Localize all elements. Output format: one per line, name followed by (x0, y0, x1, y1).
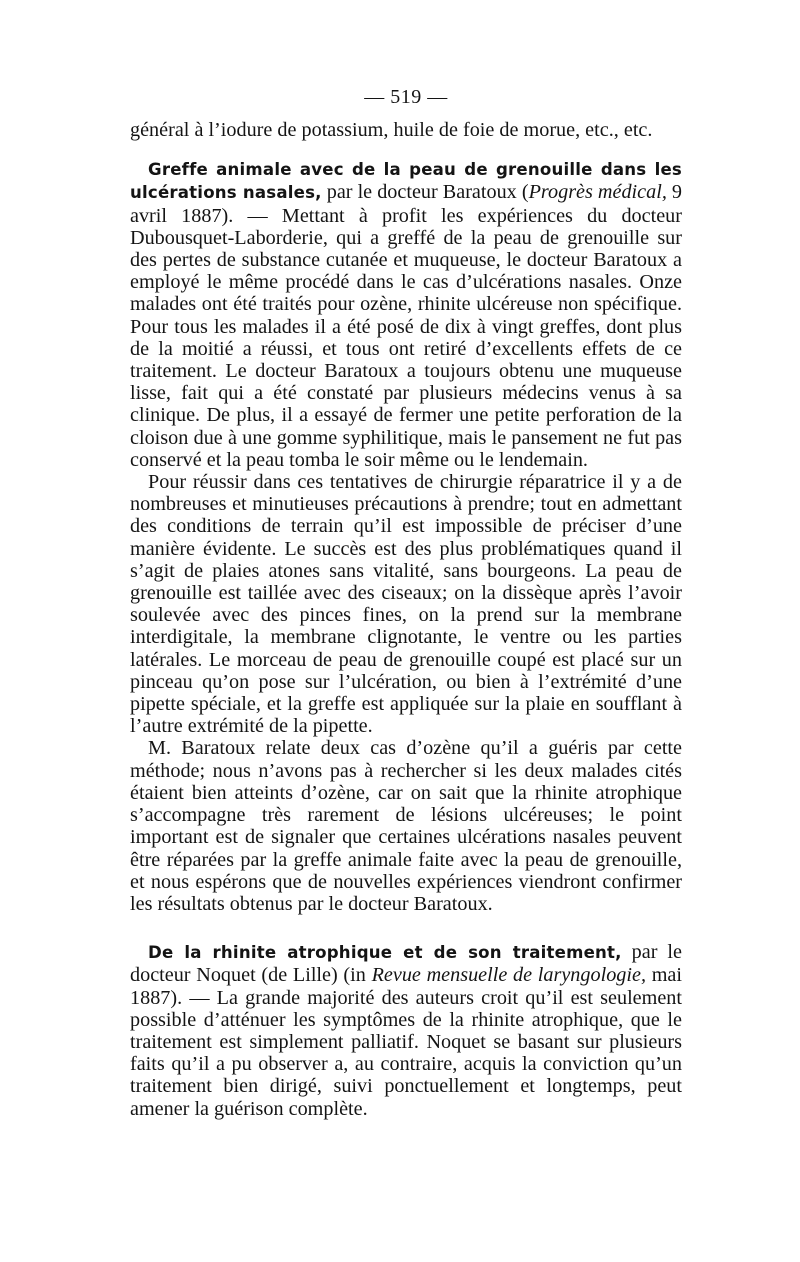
article-source: Progrès médical, (528, 181, 667, 204)
article-byline: par le docteur Noquet (de Lille) (in (130, 941, 682, 987)
page-number: — 519 — (364, 86, 448, 108)
article-paragraph: Pour réussir dans ces tentatives de chirurgie réparatrice il y a de nombreuses et minutieuses précautions à prendre; tout en admettant des conditions de terrain qu’il est impossible de préciser d’une manière évidente. Le succès est des plus problématiques quand il s’agit de plaies atones sans vitalité, sans bourgeons. La peau de grenouille est taillée avec des ciseaux; on la dissèque après l’avoir soulevée avec des pinces fines, on la prend sur la membrane interdigitale, la membrane clignotante, le ventre ou les parties latérales. Le morceau de peau de grenouille coupé est placé sur un pinceau qu’on pose sur l’ulcération, ou bien à l’extrémité d’une pipette spéciale, et la greffe est appliquée sur la plaie en soufflant à l’autre extrémité de la pipette. (130, 471, 682, 738)
article-date: mai 1887). (130, 964, 682, 1009)
article-byline: par le docteur Baratoux ( (321, 181, 529, 204)
article-date: 9 avril 1887). (130, 181, 683, 227)
article-title: Greffe animale avec de la peau de grenouille dans les ulcérations nasales, (130, 160, 682, 203)
article-greffe-animale (130, 158, 682, 915)
article-source: Revue mensuelle de laryngologie, (371, 964, 647, 987)
continuation-text: général à l’iodure de potassium, huile de foie de morue, etc., etc. (130, 119, 653, 141)
article-body-text: — La grande majorité des auteurs croit qu’il est seulement possible d’atténuer les symptômes de la rhinite atrophique, que le traitement est simplement palliatif. Noquet se basant sur plusieurs faits qu’il a pu observer a, au contraire, acquis la conviction qu’un traitement bien dirigé, suivi ponctuellement et longtemps, peut amener la guérison complète. (130, 986, 682, 1120)
article-rhinite-atrophique (130, 941, 682, 1120)
article-lead-paragraph (130, 158, 682, 471)
article-lead-paragraph (130, 941, 682, 1120)
article-title: De la rhinite atrophique et de son traitement, (148, 943, 622, 963)
article-body-text: — Mettant à profit les expériences du docteur Dubousquet-Laborderie, qui a greffé de la peau de grenouille sur des pertes de substance cutanée et muqueuse, le docteur Baratoux a employé le même procédé dans le cas d’ulcérations nasales. Onze malades ont été traités pour ozène, rhinite ulcéreuse non spécifique. Pour tous les malades il a été posé de dix à vingt greffes, dont plus de la moitié a réussi, et tous ont retiré d’excellents effets de ce traitement. Le docteur Baratoux a toujours obtenu une muqueuse lisse, fait qui a été constaté par plusieurs médecins venus à sa clinique. De plus, il a essayé de fermer une petite perforation de la cloison due à une gomme syphilitique, mais le pansement ne fut pas conservé et la peau tomba le soir même ou le lendemain. (130, 204, 682, 471)
article-paragraph: M. Baratoux relate deux cas d’ozène qu’il a guéris par cette méthode; nous n’avons pas à rechercher si les deux malades cités étaient bien atteints d’ozène, car on sait que la rhinite atrophique s’accompagne très rarement de lésions ulcéreuses; le point important est de signaler que certaines ulcérations nasales peuvent être réparées par la greffe animale faite avec la peau de grenouille, et nous espérons que de nouvelles expériences viendront confirmer les résultats obtenus par le docteur Baratoux. (130, 737, 682, 915)
document-page (130, 85, 682, 1120)
